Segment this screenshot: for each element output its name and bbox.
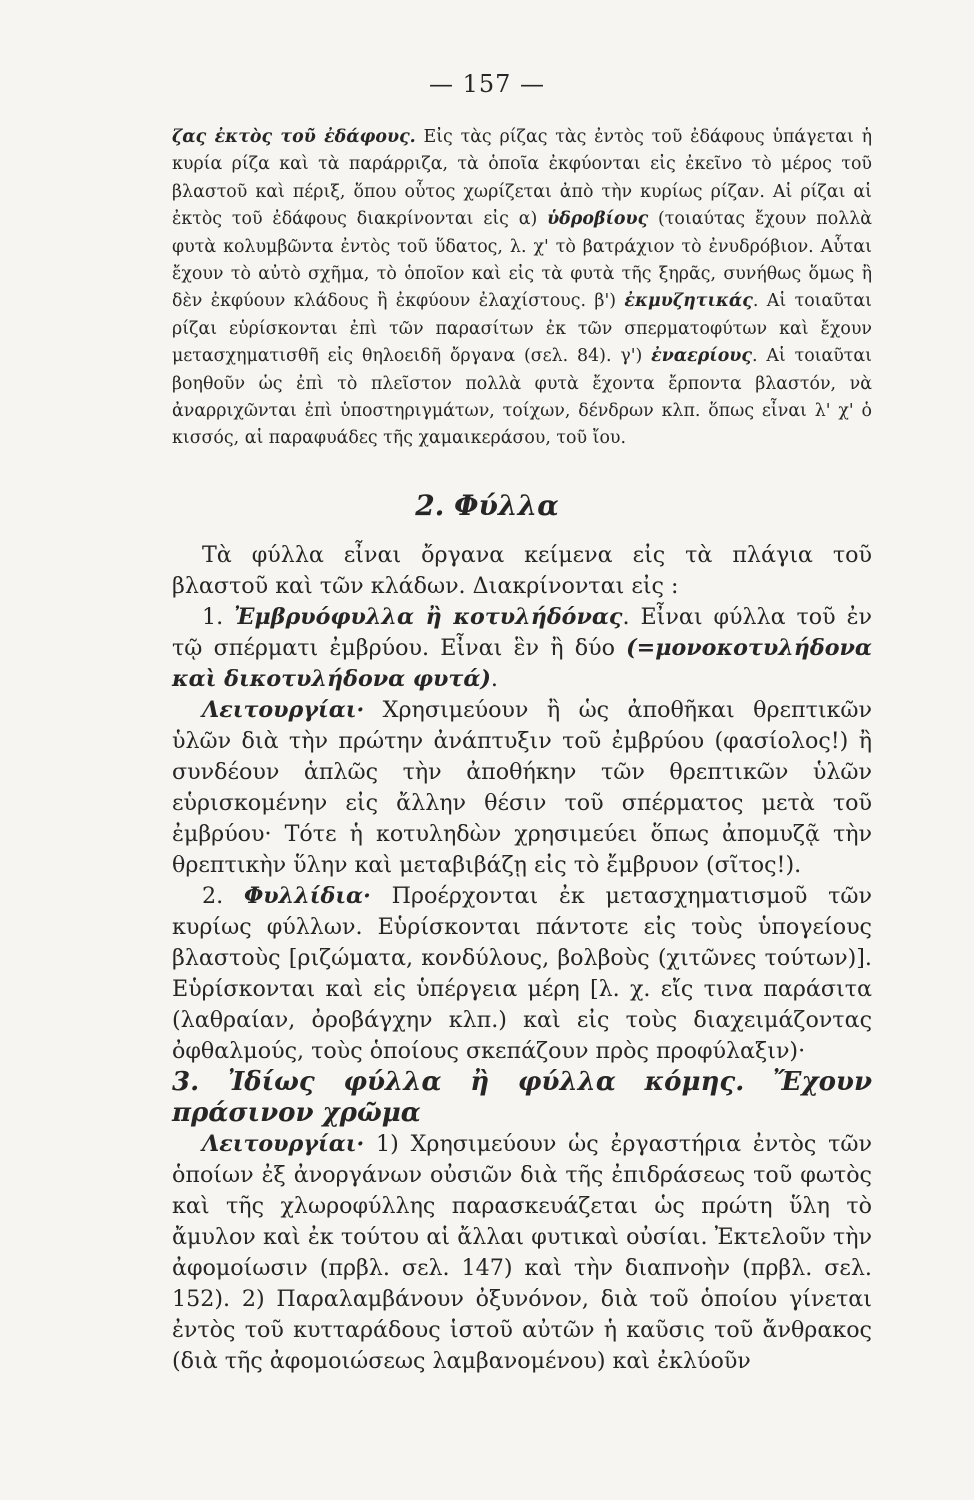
- roots-text-1: Εἰς τὰς ρίζας τὰς ἐντὸς τοῦ ἐδάφους ὑπάγεται ἡ κυρία ρίζα καὶ τὰ παράρριζα, τὰ ὁποῖα ἐκφύονται εἰς ἐκεῖνο τὸ μέρος τοῦ βλαστοῦ καὶ πέριξ, ὅπου οὗτος χωρίζεται ἀπὸ τὴν κυρίως ρίζαν. Αἱ ρίζαι αἱ ἐκτὸς τοῦ ἐδάφους διακρίνονται εἰς α): [172, 127, 872, 230]
- item-1-term: Ἐμβρυόφυλλα ἢ κοτυλήδόνας: [234, 604, 623, 630]
- term-enaerious: ἐναερίους: [651, 346, 752, 367]
- roots-text-2: (τοιαύτας ἔχουν πολλὰ φυτὰ κολυμβῶντα ἐντὸς τοῦ ὕδατος, λ. χ' τὸ βατράχιον τὸ ἐνυδρόβιον. Αὗται ἔχουν τὸ αὐτὸ σχῆμα, τὸ ὁποῖον καὶ εἰς τὰ φυτὰ τῆς ξηρᾶς, συνήθως ὅμως ἢ δὲν ἐκφύουν κλάδους ἢ ἐκφύουν ἐλαχίστους. β'): [172, 209, 872, 312]
- functions-1-label: Λειτουργίαι·: [202, 697, 365, 723]
- item-1: [172, 602, 872, 695]
- item-2-term: Φυλλίδια·: [243, 883, 371, 909]
- item-1-end: .: [490, 666, 498, 692]
- roots-text-3: . Αἱ τοιαῦται ρίζαι εὑρίσκονται ἐπὶ τῶν παρασίτων ἐκ τῶν σπερματοφύτων καὶ ἔχουν μετασχηματισθῆ εἰς θηλοειδῆ ὄργανα (σελ. 84). γ'): [172, 291, 872, 367]
- heading-proper-leaves: 3. Ἰδίως φύλλα ἢ φύλλα κόμης. Ἔχουν πράσινον χρῶμα: [172, 1067, 872, 1128]
- item-2-text: Προέρχονται ἐκ μετασχηματισμοῦ τῶν κυρίως φύλλων. Εὑρίσκονται πάντοτε εἰς τοὺς ὑπογείους βλαστοὺς [ριζώματα, κονδύλους, βολβοὺς (χιτῶνες τούτων)]. Εὑρίσκονται καὶ εἰς ὑπέργεια μέρη [λ. χ. εἴς τινα παράσιτα (λαθραίαν, ὀροβάγχην κλπ.) καὶ εἰς τοὺς διαχειμάζοντας ὀφθαλμούς, τοὺς ὁποίους σκεπάζουν πρὸς προφύλαξιν)·: [172, 883, 872, 1064]
- functions-3: [172, 1129, 872, 1377]
- item-2-number: 2.: [202, 883, 244, 909]
- functions-3-text: 1) Χρησιμεύουν ὡς ἐργαστήρια ἐντὸς τῶν ὁποίων ἐξ ἀνοργάνων οὐσιῶν διὰ τῆς ἐπιδράσεως τοῦ φωτὸς καὶ τῆς χλωροφύλλης παρασκευάζεται ὡς πρώτη ὕλη τὸ ἄμυλον καὶ ἐκ τούτου αἱ ἄλλαι φυτικαὶ οὐσίαι. Ἐκτελοῦν τὴν ἀφομοίωσιν (πρβλ. σελ. 147) καὶ τὴν διαπνοὴν (πρβλ. σελ. 152). 2) Παραλαμβάνουν ὀξυνόνον, διὰ τοῦ ὁποίου γίνεται ἐντὸς τοῦ κυτταράδους ἱστοῦ αὐτῶν ἡ καῦσις τοῦ ἄνθρακος (διὰ τῆς ἀφομοιώσεως λαμβανομένου) καὶ ἐκλύοῦν: [172, 1131, 872, 1374]
- leaves-section: [172, 540, 872, 1377]
- item-2: [172, 881, 872, 1067]
- lead-italic: ζας ἐκτὸς τοῦ ἐδάφους.: [172, 127, 416, 147]
- term-hydrobious: ὑδροβίους: [547, 209, 649, 230]
- functions-1-text: Χρησιμεύουν ἢ ὡς ἀποθῆκαι θρεπτικῶν ὑλῶν διὰ τὴν πρώτην ἀνάπτυξιν τοῦ ἐμβρύου (φασίολος!) ἢ συνδέουν ἁπλῶς τὴν ἀποθήκην τῶν θρεπτικῶν ὑλῶν εὑρισκομένην εἰς ἄλλην θέσιν τοῦ σπέρματος μετὰ τοῦ ἐμβρύου· Τότε ἡ κοτυληδὼν χρησιμεύει ὅπως ἀπομυζᾷ τὴν θρεπτικὴν ὕλην καὶ μεταβιβάζῃ εἰς τὸ ἔμβρυον (σῖτος!).: [172, 697, 872, 878]
- roots-text-4: . Αἱ τοιαῦται βοηθοῦν ὡς ἐπὶ τὸ πλεῖστον πολλὰ φυτὰ ἔχοντα ἔρποντα βλαστόν, νὰ ἀναρριχῶνται ἐπὶ ὑποστηριγμάτων, τοίχων, δένδρων κλπ. ὅπως εἶναι λ' χ' ὁ κισσός, αἱ παραφυάδες τῆς χαμαικεράσου, τοῦ ἴου.: [172, 346, 872, 449]
- roots-paragraph: [172, 124, 872, 453]
- leaves-intro: Τὰ φύλλα εἶναι ὄργανα κείμενα εἰς τὰ πλάγια τοῦ βλαστοῦ καὶ τῶν κλάδων. Διακρίνονται εἰς :: [172, 542, 872, 599]
- roots-section: [172, 124, 872, 453]
- item-1-number: 1.: [202, 604, 235, 630]
- functions-3-label: Λειτουργίαι·: [202, 1131, 365, 1157]
- functions-1: [172, 695, 872, 881]
- item-1-paren: (=μονοκοτυλήδονα καὶ δικοτυλήδονα φυτά): [172, 635, 872, 692]
- item-1-text: . Εἶναι φύλλα τοῦ ἐν τῷ σπέρματι ἐμβρύου. Εἶναι ἓν ἢ δύο: [172, 604, 872, 661]
- heading-leaves: 2. Φύλλα: [415, 489, 559, 522]
- term-ekmyzitikas: ἐκμυζητικάς: [624, 291, 753, 312]
- page-number: — 157 —: [428, 70, 546, 98]
